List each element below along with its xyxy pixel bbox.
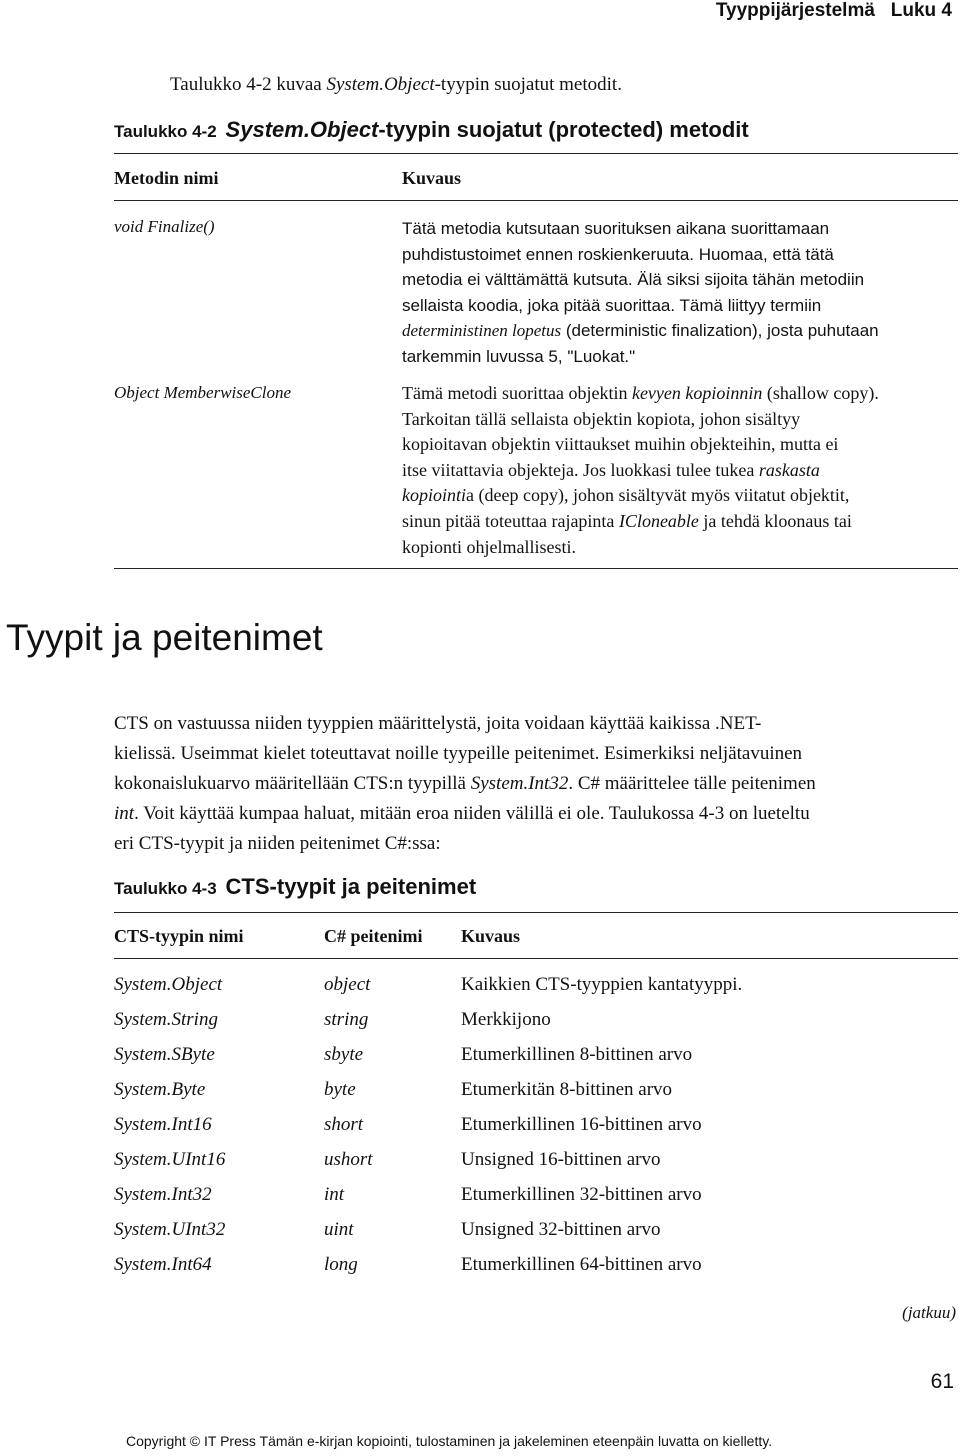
- cts-types-table-body: [114, 974, 960, 1289]
- table-row: System.SByte sbyte Etumerkillinen 8-bittinen arvo: [114, 1044, 693, 1065]
- table-4-3-caption: Taulukko 4-3 CTS-tyypit ja peitenimet: [114, 874, 477, 899]
- copyright-footer: Copyright © IT Press Tämän e-kirjan kopiointi, tulostaminen ja jakeleminen eteenpäin luvatta on kielletty.: [126, 1433, 773, 1449]
- page-number: 61: [930, 1370, 954, 1393]
- table-row: System.Byte byte Etumerkitän 8-bittinen arvo: [114, 1079, 673, 1100]
- chapter-title: Tyyppijärjestelmä: [715, 0, 875, 21]
- column-header-method: Metodin nimi: [114, 168, 219, 188]
- table-row: System.Int32 int Etumerkillinen 32-bittinen arvo: [114, 1184, 702, 1205]
- method-name-finalize: void Finalize(): [114, 217, 215, 236]
- chapter-number: Luku 4: [890, 0, 952, 21]
- section-heading: Tyypit ja peitenimet: [6, 617, 323, 658]
- table-row: System.Int64 long Etumerkillinen 64-bittinen arvo: [114, 1254, 702, 1275]
- table-row: System.UInt16 ushort Unsigned 16-bittinen arvo: [114, 1149, 661, 1170]
- table-row: System.Object object Kaikkien CTS-tyyppien kantatyyppi.: [114, 974, 743, 995]
- description-memberwiseclone: Tämä metodi suorittaa objektin kevyen kopioinnin (shallow copy). Tarkoitan tällä sellaista objektin kopiota, johon sisältyy kopioitavan objektin viittaukset muihin objekteihin, mutta ei itse viitattavia objekteja. Jos luokkasi tulee tukea raskasta kopiointia (deep copy), johon sisältyvät myös viitatut objektit, sinun pitää toteuttaa rajapinta ICloneable ja tehdä kloonaus tai kopionti ohjelmallisesti.: [402, 383, 879, 557]
- running-header: [716, 0, 952, 22]
- table-bottom-rule: [114, 568, 958, 569]
- table-top-rule: [114, 153, 958, 154]
- table-row: System.String string Merkkijono: [114, 1009, 551, 1030]
- section-paragraph: CTS on vastuussa niiden tyyppien määrittelystä, joita voidaan käyttää kaikissa .NET- kielissä. Useimmat kielet toteuttavat noille tyypeille peitenimet. Esimerkiksi neljätavuinen kokonaislukuarvo määritellään CTS:n tyypillä System.Int32. C# määrittelee tälle peitenimen int. Voit käyttää kumpaa haluat, mitään eroa niiden välillä ei ole. Taulukossa 4-3 on lueteltu eri CTS-tyypit ja niiden peitenimet C#:ssa:: [114, 713, 816, 854]
- table-row: System.UInt32 uint Unsigned 32-bittinen arvo: [114, 1219, 661, 1240]
- intro-sentence: Taulukko 4-2 kuvaa System.Object-tyypin suojatut metodit.: [170, 74, 622, 95]
- table-3-header-rule: [114, 958, 958, 959]
- method-name-memberwiseclone: Object MemberwiseClone: [114, 383, 292, 402]
- column-header-csharp-alias: C# peitenimi: [324, 926, 423, 946]
- continued-note: (jatkuu): [902, 1303, 956, 1322]
- table-row: System.Int16 short Etumerkillinen 16-bittinen arvo: [114, 1114, 702, 1135]
- description-finalize: Tätä metodia kutsutaan suorituksen aikana suorittamaan puhdistustoimet ennen roskienkeruuta. Huomaa, että tätä metodia ei välttämättä kutsuta. Älä siksi sijoita tähän metodiin sellaista koodia, joka pitää suorittaa. Tämä liittyy termiin deterministinen lopetus (deterministic finalization), josta puhutaan tarkemmin luvussa 5, "Luokat.": [402, 219, 879, 366]
- table-4-2-caption: Taulukko 4-2 System.Object-tyypin suojatut (protected) metodit: [114, 117, 749, 142]
- column-header-description: Kuvaus: [402, 168, 462, 188]
- header-rule: [114, 200, 958, 201]
- table-3-top-rule: [114, 912, 958, 913]
- column-header-description: Kuvaus: [461, 926, 521, 946]
- column-header-cts-name: CTS-tyypin nimi: [114, 926, 244, 946]
